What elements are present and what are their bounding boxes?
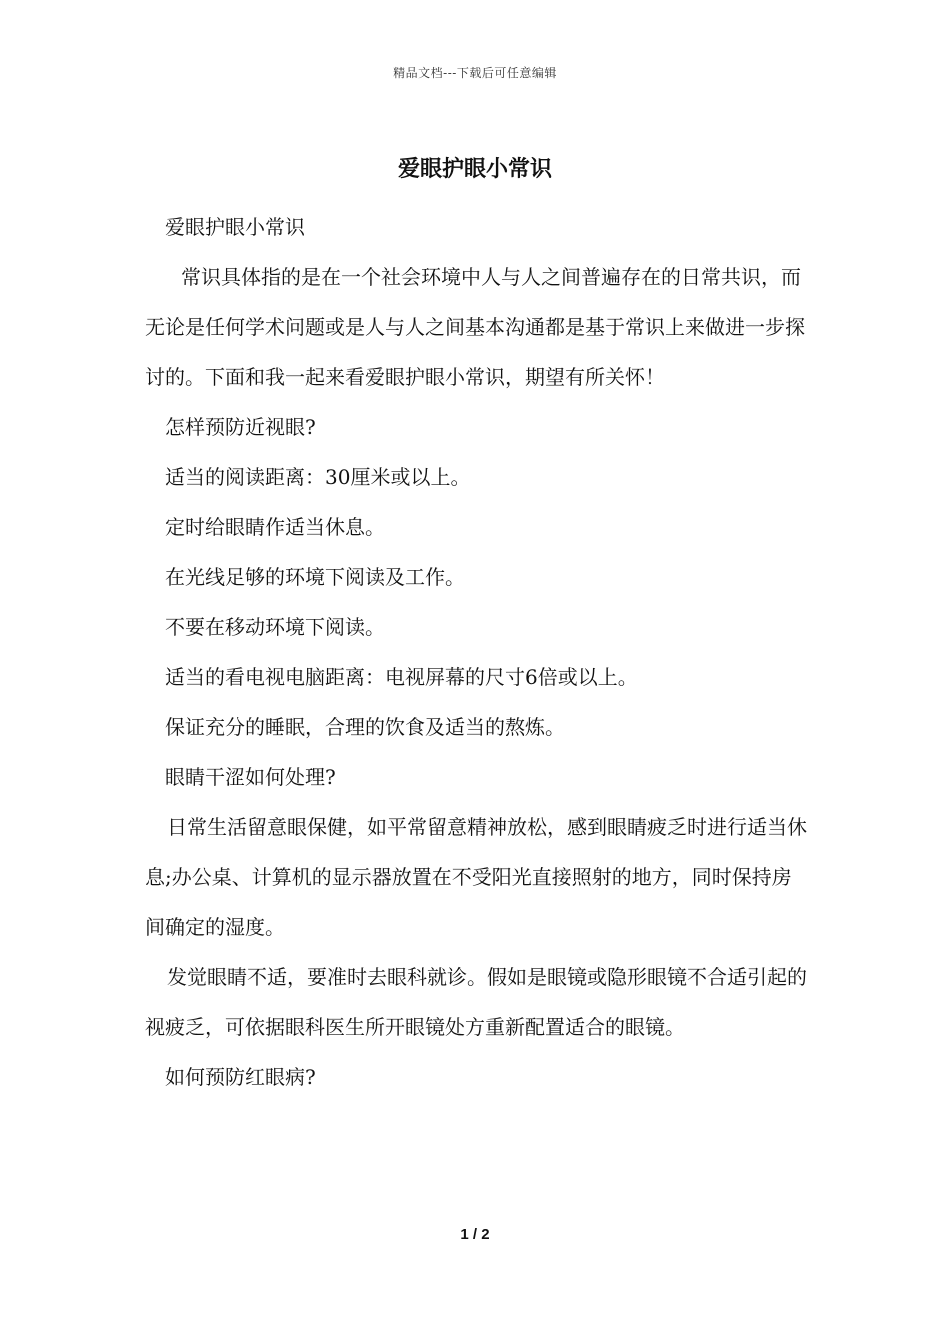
paragraph-intro: 常识具体指的是在一个社会环境中人与人之间普遍存在的日常共识，而无论是任何学术问题或是人与人之间基本沟通都是基于常识上来做进一步探讨的。下面和我一起来看爱眼护眼小常识，期望有所关怀！ [145, 265, 805, 389]
paragraph-eye-discomfort: 发觉眼睛不适，要准时去眼科就诊。假如是眼镜或隐形眼镜不合适引起的视疲乏，可依据眼科医生所开眼镜处方重新配置适合的眼镜。 [145, 965, 807, 1039]
paragraph-tip: 在光线足够的环境下阅读及工作。 [165, 565, 465, 589]
paragraph-tip: 定时给眼睛作适当休息。 [165, 515, 385, 539]
paragraph-tip: 适当的阅读距离：30厘米或以上。 [165, 465, 471, 489]
paragraph-tip: 不要在移动环境下阅读。 [165, 615, 385, 639]
paragraph-dry-eye-care: 日常生活留意眼保健，如平常留意精神放松，感到眼睛疲乏时进行适当休息;办公桌、计算机的显示器放置在不受阳光直接照射的地方，同时保持房间确定的湿度。 [145, 815, 807, 939]
paragraph-heading-pink-eye: 如何预防红眼病? [165, 1065, 316, 1089]
paragraph-tip: 适当的看电视电脑距离：电视屏幕的尺寸6倍或以上。 [165, 665, 638, 689]
paragraph-heading-dry-eye: 眼睛干涩如何处理? [165, 765, 336, 789]
paragraph-tip: 保证充分的睡眠，合理的饮食及适当的熬炼。 [165, 715, 565, 739]
paragraph-heading-myopia: 怎样预防近视眼? [165, 415, 316, 439]
page-number: 1 / 2 [460, 1226, 490, 1243]
document-body [145, 202, 807, 1102]
header-note: 精品文档---下载后可任意编辑 [393, 66, 557, 80]
paragraph-subtitle: 爱眼护眼小常识 [165, 215, 305, 239]
document-title: 爱眼护眼小常识 [397, 156, 552, 182]
